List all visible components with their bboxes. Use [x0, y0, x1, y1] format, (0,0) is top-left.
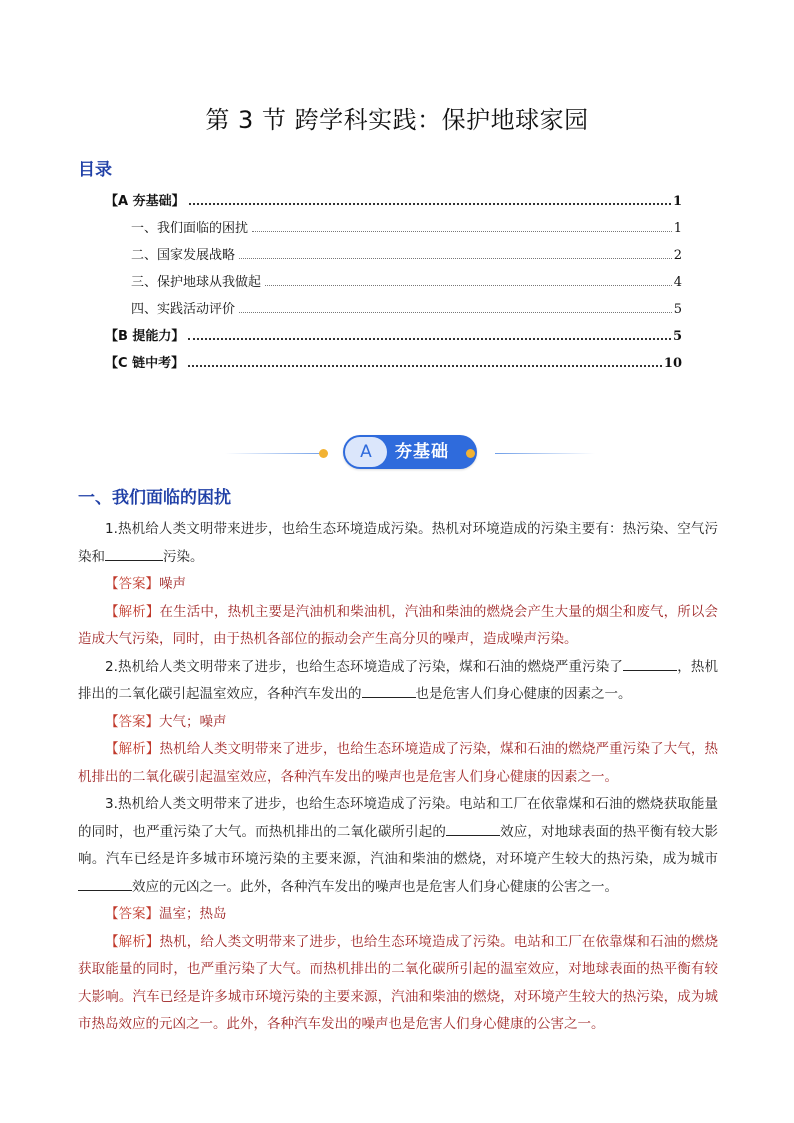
- question-text: 污染。: [163, 548, 204, 565]
- question-text: 效应的元凶之一。此外，各种汽车发出的噪声也是危害人们身心健康的公害之一。: [132, 878, 618, 895]
- analysis-text: 在生活中，热机主要是汽油机和柴油机，汽油和柴油的燃烧会产生大量的烟尘和废气，所以会造成大气污染，同时，由于热机各部位的振动会产生高分贝的噪声，造成噪声污染。: [78, 603, 718, 647]
- toc-leader-dots: [252, 231, 672, 232]
- question-1: [78, 516, 718, 571]
- table-of-contents: [105, 190, 682, 379]
- answer-2: [78, 709, 718, 737]
- banner-letter: A: [345, 437, 387, 467]
- analysis-3: [78, 929, 718, 1039]
- toc-item-label: 三、保护地球从我做起: [131, 275, 262, 290]
- question-3: [78, 791, 718, 901]
- toc-leader-dots: [239, 258, 672, 259]
- question-text: ，热机排出的二氧化碳引起温室效应，各种汽车发出的: [78, 658, 718, 702]
- answer-1: [78, 571, 718, 599]
- toc-item-label: 四、实践活动评价: [131, 302, 236, 317]
- question-text: 也是危害人们身心健康的因素之一。: [415, 686, 632, 702]
- answer-3: [78, 901, 718, 929]
- banner-pill: [343, 435, 477, 469]
- toc-item-page: 2: [673, 248, 682, 263]
- toc-item-1[interactable]: [105, 217, 682, 244]
- toc-item-label: 【C 链中考】: [105, 356, 185, 371]
- banner-label: 夯基础: [395, 442, 449, 462]
- answer-text: 温室；热岛: [159, 906, 227, 922]
- answer-blank: [362, 683, 416, 698]
- question-text: 3.热机给人类文明带来了进步，也给生态环境造成了污染。电站和工厂在依靠煤和石油的燃烧获取能量的同时，也严重污染了大气。而热机排出的二氧化碳所引起的: [78, 796, 718, 840]
- toc-item-page: 5: [673, 302, 682, 317]
- question-text: 效应，对地球表面的热平衡有较大影响。汽车已经是许多城市环境污染的主要来源，汽油和柴油的燃烧，对环境产生较大的热污染，成为城市: [78, 823, 718, 867]
- toc-item-label: 【A 夯基础】: [105, 194, 185, 209]
- toc-item-2[interactable]: [105, 244, 682, 271]
- page-title: 第 3 节 跨学科实践：保护地球家园: [205, 106, 589, 134]
- analysis-tag: 【解析】: [105, 603, 160, 620]
- analysis-1: [78, 599, 718, 654]
- toc-item-page: 5: [672, 329, 682, 344]
- question-text: 2.热机给人类文明带来了进步，也给生态环境造成了污染，煤和石油的燃烧严重污染了: [105, 658, 624, 675]
- answer-tag: 【答案】: [105, 906, 159, 922]
- banner-line-right: [495, 453, 595, 454]
- toc-leader-dots: [265, 285, 672, 286]
- answer-text: 大气；噪声: [159, 713, 227, 730]
- toc-item-label: 二、国家发展战略: [131, 248, 236, 263]
- toc-item-3[interactable]: [105, 271, 682, 298]
- banner-dot-right: [466, 449, 475, 458]
- section-banner: [0, 435, 794, 471]
- banner-dot-left: [319, 449, 328, 458]
- answer-text: 噪声: [159, 576, 186, 592]
- toc-item-page: 1: [673, 221, 682, 236]
- toc-item-a[interactable]: [105, 190, 682, 217]
- toc-leader-dots: [189, 203, 671, 205]
- banner-line-left: [225, 453, 325, 454]
- toc-item-label: 【B 提能力】: [105, 329, 185, 344]
- analysis-2: [78, 736, 718, 791]
- toc-leader-dots: [188, 365, 662, 367]
- answer-blank: [623, 656, 677, 671]
- toc-heading: 目录: [78, 160, 112, 180]
- answer-blank: [78, 876, 132, 891]
- answer-tag: 【答案】: [105, 576, 159, 592]
- analysis-tag: 【解析】: [105, 933, 160, 950]
- answer-blank: [105, 546, 163, 561]
- toc-item-page: 1: [672, 194, 682, 209]
- toc-item-label: 一、我们面临的困扰: [131, 221, 249, 236]
- toc-item-b[interactable]: [105, 325, 682, 352]
- analysis-text: 热机给人类文明带来了进步，也给生态环境造成了污染，煤和石油的燃烧严重污染了大气，热机排出的二氧化碳引起温室效应，各种汽车发出的噪声也是危害人们身心健康的因素之一。: [78, 741, 718, 785]
- question-2: [78, 654, 718, 709]
- answer-blank: [446, 821, 500, 836]
- analysis-tag: 【解析】: [105, 741, 160, 757]
- toc-item-page: 10: [663, 356, 682, 371]
- answer-tag: 【答案】: [105, 713, 159, 730]
- toc-leader-dots: [188, 338, 671, 340]
- toc-item-4[interactable]: [105, 298, 682, 325]
- toc-item-page: 4: [673, 275, 682, 290]
- question-text: 1.热机给人类文明带来进步，也给生态环境造成污染。热机对环境造成的污染主要有：热污染、空气污染和: [78, 521, 718, 565]
- toc-item-c[interactable]: [105, 352, 682, 379]
- questions: [78, 516, 718, 1039]
- section-title: 一、我们面临的困扰: [78, 488, 231, 508]
- analysis-text: 热机，给人类文明带来了进步，也给生态环境造成了污染。电站和工厂在依靠煤和石油的燃烧获取能量的同时，也严重污染了大气。而热机排出的二氧化碳所引起的温室效应，对地球表面的热平衡有较大影响。汽车已经是许多城市环境污染的主要来源，汽油和柴油的燃烧，对环境产生较大的热污染，成为城市热岛效应的元凶之一。此外，各种汽车发出的噪声也是危害人们身心健康的公害之一。: [78, 933, 718, 1032]
- toc-leader-dots: [239, 312, 672, 313]
